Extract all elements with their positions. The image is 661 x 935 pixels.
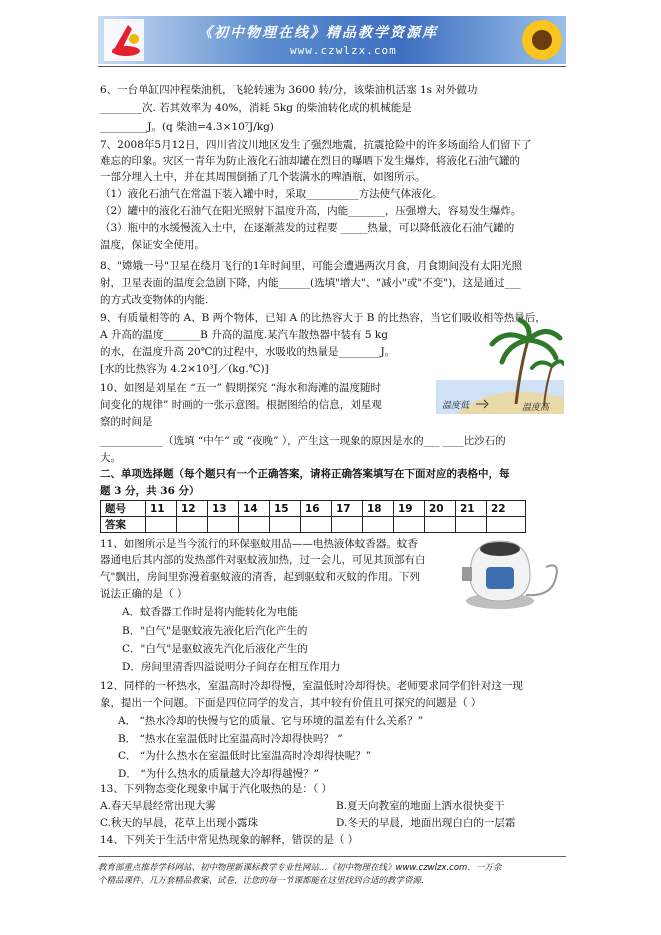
q13-option-d: D.冬天的早晨，地面出现白白的一层霜 (336, 817, 516, 829)
q9-line3: 的水，在温度升高 20℃的过程中，水吸收的热量是________J。 (100, 346, 396, 358)
table-cell-number: 21 (456, 501, 487, 517)
mosquito-repeller-image (456, 537, 562, 613)
header-banner (98, 16, 566, 64)
table-cell-number: 12 (177, 501, 208, 517)
q10-line4: ____________（选填 “中午” 或 “夜晚” ），产生这一现象的原因是水的___ ____比沙石的 (100, 435, 506, 447)
q13-option-c: C.秋天的早晨，花草上出现小露珠 (100, 817, 258, 829)
q8-line2: 射，卫星表面的温度会急剧下降，内能______(选填"增大"、"减小"或"不变")，这是通过___ (100, 277, 521, 289)
q9-line4: [水的比热容为 4.2×10³J／(kg.℃)] (100, 363, 269, 375)
q10-line3: 察的时间是 (100, 416, 153, 428)
device-top (480, 542, 520, 556)
q14-line1: 14、下列关于生活中常见热现象的解释，错误的是（ ） (100, 834, 359, 846)
palm-leaves-small (532, 361, 564, 368)
palm-leaves (492, 320, 560, 362)
table-cell-number: 14 (239, 501, 270, 517)
q12-option-a: A． “热水冷却的快慢与它的质量、它与环境的温差有什么关系？” (118, 715, 424, 727)
sunflower-icon (520, 18, 564, 62)
q10-line1: 10、如图是刘星在 “五一” 假期探究 “海水和海滩的温度随时 (100, 382, 381, 394)
power-cord (526, 565, 557, 595)
q12-option-d: D． “为什么热水的质量越大冷却得越慢？” (118, 768, 319, 780)
answer-cell[interactable] (239, 517, 270, 533)
q11-line4: 说法正确的是（ ） (100, 588, 188, 600)
q7-line3: 一部分埋入土中，并在其周围倒插了几个装满水的啤酒瓶，如图所示。 (100, 171, 426, 183)
section2-heading-line1: 二、单项选择题（每个题只有一个正确答案，请将正确答案填写在下面对应的表格中，每 (100, 468, 510, 480)
device-panel (486, 567, 514, 589)
q7-line2: 难忘的印象。灾区一青年为防止液化石油却罐在烈日的曝晒下发生爆炸，将液化石油气罐的 (100, 155, 520, 167)
answer-cell[interactable] (208, 517, 239, 533)
table-header-answer: 答案 (101, 517, 146, 533)
table-cell-number: 16 (301, 501, 332, 517)
answer-cell[interactable] (332, 517, 363, 533)
q11-line3: 气"飘出，房间里弥漫着驱蚊液的清香，起到驱蚊和灭蚊的作用。下列 (100, 571, 420, 583)
table-cell-number: 22 (487, 501, 526, 517)
q9-line1: 9、有质量相等的 A、B 两个物体，已知 A 的比热容大于 B 的比热容，当它们吸收相等热量后， (100, 312, 546, 324)
q12-line1: 12、同样的一杯热水，室温高时冷却得慢，室温低时冷却得快。老师要求同学们针对这一现 (100, 680, 523, 692)
table-cell-number: 18 (363, 501, 394, 517)
answer-cell[interactable] (425, 517, 456, 533)
footer-rule (98, 856, 566, 857)
q7-sub4: 温度，保证安全使用。 (100, 239, 205, 251)
q6-line3: _________J。(q 柴油=4.3×10⁷J/kg) (100, 121, 274, 133)
beach-illustration (436, 318, 564, 414)
label-high-temp: 温度高 (522, 403, 550, 413)
q13-line1: 13、下列物态变化现象中属于汽化吸热的是：（ ） (100, 783, 332, 795)
q13-option-b: B.夏天向教室的地面上洒水很快变干 (336, 800, 505, 812)
answer-table-row-numbers (101, 501, 526, 517)
answer-cell[interactable] (146, 517, 177, 533)
q11-option-a: A．蚊香器工作时是将内能转化为电能 (122, 606, 298, 618)
q11-line1: 11、如图所示是当今流行的环保驱蚊用品——电热液体蚊香器。蚊香 (100, 538, 418, 550)
answer-cell[interactable] (487, 517, 526, 533)
answer-table (100, 500, 526, 533)
q10-line5: 大。 (100, 452, 121, 464)
table-cell-number: 13 (208, 501, 239, 517)
q8-line3: 的方式改变物体的内能. (100, 294, 209, 306)
answer-cell[interactable] (394, 517, 425, 533)
answer-cell[interactable] (363, 517, 394, 533)
q12-line2: 象，提出一个问题。下面是四位同学的发言，其中较有价值且可探究的问题是（ ） (100, 697, 482, 709)
header-url[interactable]: www.czwlzx.com (290, 44, 397, 57)
q11-option-c: C．"白气"是驱蚊液先汽化后液化产生的 (122, 643, 308, 655)
q12-option-b: B． “热水在室温低时比室温高时冷却得快吗？ ” (118, 733, 343, 745)
footer (98, 862, 568, 888)
q13-option-a: A.春天早晨经常出现大雾 (100, 800, 216, 812)
answer-cell[interactable] (456, 517, 487, 533)
table-cell-number: 11 (146, 501, 177, 517)
answer-table-row-answers (101, 517, 526, 533)
q7-sub3: （3）瓶中的水缓慢流入土中，在逐渐蒸发的过程要 _____热量，可以降低液化石油气罐的 (100, 222, 515, 234)
q7-line1: 7、2008年5月12日，四川省汶川地区发生了强烈地震，抗震抢险中的许多场面给人们留下了 (100, 139, 532, 151)
q6-line1: 6、一台单缸四冲程柴油机，飞轮转速为 3600 转/分，该柴油机活塞 1s 对外做功 (100, 84, 478, 96)
answer-cell[interactable] (301, 517, 332, 533)
label-low-temp: 温度低 (442, 401, 470, 411)
q6-line2: ________次. 若其效率为 40%，消耗 5kg 的柴油转化成的机械能是 (100, 102, 412, 114)
q10-line2: 间变化的规律” 时画的一张示意图。根据图给的信息，刘星观 (100, 399, 382, 411)
q9-line2: A 升高的温度_______B 升高的温度.某汽车散热器中装有 5 kg (100, 329, 389, 341)
site-logo-icon (104, 19, 144, 61)
header-rule (98, 66, 566, 67)
table-cell-number: 19 (394, 501, 425, 517)
q11-option-d: D．房间里清香四溢说明分子间存在相互作用力 (122, 661, 341, 673)
q11-line2: 器通电后其内部的发热部件对驱蚊液加热，过一会儿，可见其顶部有白 (100, 554, 426, 566)
section2-heading-line2: 题 3 分，共 36 分） (100, 485, 200, 497)
answer-cell[interactable] (270, 517, 301, 533)
q7-sub1: （1）液化石油气在常温下装入罐中时，采取__________方法使气体液化。 (100, 188, 443, 200)
q12-option-c: C． “为什么热水在室温低时比室温高时冷却得快呢？” (118, 750, 372, 762)
table-cell-number: 15 (270, 501, 301, 517)
header-title: 《初中物理在线》精品教学资源库 (198, 25, 438, 41)
footer-line1: 教育部重点推荐学科网站、初中物理新课标教学专业性网站…《初中物理在线》www.czwlzx.com．一万余 (98, 863, 502, 873)
answer-cell[interactable] (177, 517, 208, 533)
q8-line1: 8、"嫦娥一号"卫星在绕月飞行的1年时间里，可能会遭遇两次月食，月食期间没有太阳光照 (100, 260, 523, 272)
device-plug (462, 567, 472, 581)
q11-option-b: B．"白气"是驱蚊液先液化后汽化产生的 (122, 625, 308, 637)
q7-sub2: （2）罐中的液化石油气在阳光照射下温度升高，内能_______，压强增大，容易发生爆炸。 (100, 205, 522, 217)
footer-line2: 个精品课件、几万套精品教案、试卷，让您的每一节课都能在这里找到合适的教学资源． (98, 876, 430, 886)
table-cell-number: 20 (425, 501, 456, 517)
table-cell-number: 17 (332, 501, 363, 517)
table-header-number: 题号 (101, 501, 146, 517)
